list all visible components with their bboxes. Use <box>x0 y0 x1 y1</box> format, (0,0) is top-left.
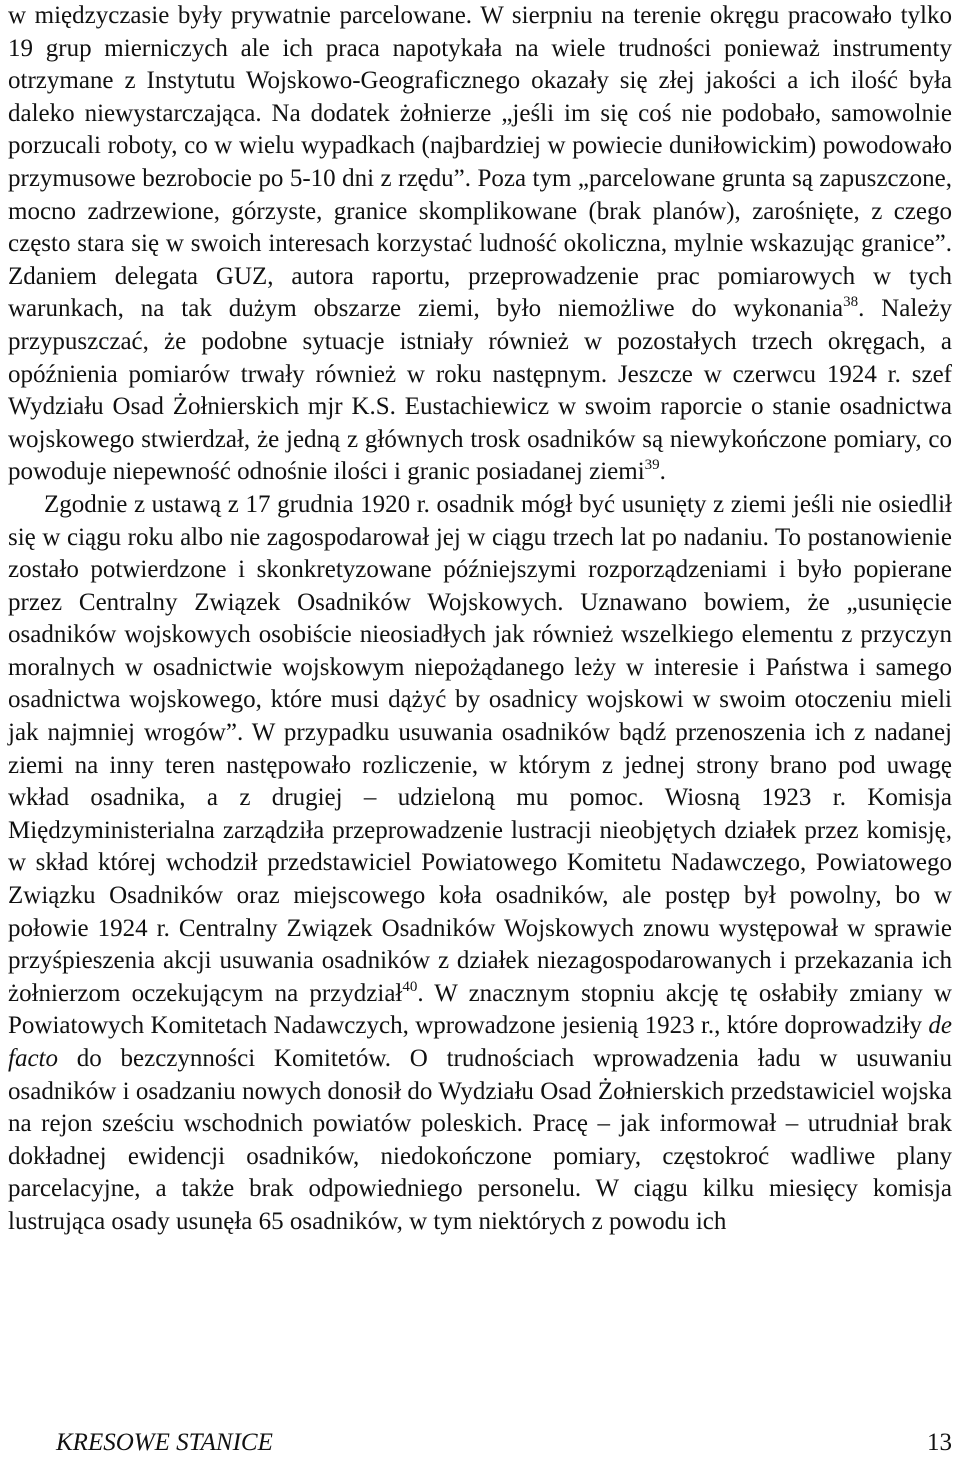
text-run: Zgodnie z ustawą z 17 grudnia 1920 r. osadnik mógł być usunięty z ziemi jeśli nie osiedlił się w ciągu roku albo nie zagospodarował jej w ciągu trzech lat po nadaniu. To postanowienie zostało potwierdzone i skonkretyzowane późniejszymi rozporządzeniami i było popierane przez Centralny Związek Osadników Wojskowych. Uznawano bowiem, że „usunięcie osadników wojskowych osobiście nieosiadłych jak również wszelkiego elementu z przyczyn moralnych w osadnictwie wojskowym niepożądanego leży w interesie i Państwa i samego osadnictwa wojskowego, które musi dążyć by osadnicy wojskowi w swoim otoczeniu mieli jak najmniej wrogów”. W przypadku usuwania osadników bądź przenoszenia ich z nadanej ziemi na inny teren następowało rozliczenie, w którym z jednej strony brano pod uwagę wkład osadnika, a z drugiej – udzieloną mu pomoc. Wiosną 1923 r. Komisja Międzyministerialna zarządziła przeprowadzenie lustracji nieobjętych działek przez komisję, w skład której wchodził przedstawiciel Powiatowego Komitetu Nadawczego, Powiatowego Związku Osadników oraz miejscowego koła osadników, ale postęp był powolny, bo w połowie 1924 r. Centralny Związek Osadników Wojskowych znowu występował w sprawie przyśpieszenia akcji usuwania osadników z działek niezagospodarowanych i przekazania ich żołnierzom oczekującym na przydział <box>8 490 952 1007</box>
page-number: 13 <box>927 1429 952 1456</box>
text-run: . Należy przypuszczać, że podobne sytuacje istniały również w pozostałych trzech okręgach, a opóźnienia pomiarów trwały również w roku następnym. Jeszcze w czerwcu 1924 r. szef Wydziału Osad Żołnierskich mjr K.S. Eustachiewicz w swoim raporcie o stanie osadnictwa wojskowego stwierdzał, że jedną z głównych trosk osadników są niewykończone pomiary, co powoduje niepewność odnośnie ilości i granic posiadanej ziemi <box>8 295 952 486</box>
page-body <box>8 0 952 1239</box>
italic-phrase: de facto <box>8 1012 952 1072</box>
footnote-ref-39[interactable]: 39 <box>644 457 660 474</box>
text-run: do bezczynności Komitetów. O trudnościach wprowadzenia ładu w usuwaniu osadników i osadzaniu nowych donosił do Wydziału Osad Żołnierskich przedstawiciel wojska na rejon sześciu wschodnich powiatów poleskich. Pracę – jak informował – utrudniał brak dokładnej ewidencji osadników, niedokończone pomiary, częstokroć wadliwe plany parcelacyjne, a także brak odpowiedniego personelu. W ciągu kilku miesięcy komisja lustrująca osady usunęła 65 osadników, w tym niektórych z powodu ich <box>8 1045 952 1235</box>
page-footer <box>56 1428 952 1458</box>
text-run: . W znacznym stopniu akcję tę osłabiły zmiany w Powiatowych Komitetach Nadawczych, wprowadzone jesienią 1923 r., które doprowadziły <box>8 979 952 1040</box>
paragraph-1 <box>8 0 952 489</box>
text-run: . <box>659 458 666 486</box>
footnote-ref-38[interactable]: 38 <box>843 294 859 311</box>
journal-title: KRESOWE STANICE <box>56 1429 273 1456</box>
footnote-ref-40[interactable]: 40 <box>402 978 418 995</box>
text-run: w międzyczasie były prywatnie parcelowane. W sierpniu na terenie okręgu pracowało tylko 19 grup mierniczych ale ich praca napotykała na wiele trudności ponieważ instrumenty otrzymane z Instytutu Wojskowo-Geograficznego okazały się złej jakości a ich ilość była daleko niewystarczająca. Na dodatek żołnierze „jeśli im się coś nie podobało, samowolnie porzucali roboty, co w wielu wypadkach (najbardziej w powiecie duniłowickim) powodowało przymusowe bezrobocie po 5-10 dni z rzędu”. Poza tym „parcelowane grunta są zapuszczone, mocno zadrzewione, górzyste, granice skomplikowane (brak planów), zarośnięte, z czego często stara się w swoich interesach korzystać ludność okoliczna, mylnie wskazując granice”. Zdaniem delegata GUZ, autora raportu, przeprowadzenie prac pomiarowych w tych warunkach, na tak dużym obszarze ziemi, było niemożliwe do wykonania <box>8 2 952 323</box>
paragraph-2 <box>8 489 952 1239</box>
